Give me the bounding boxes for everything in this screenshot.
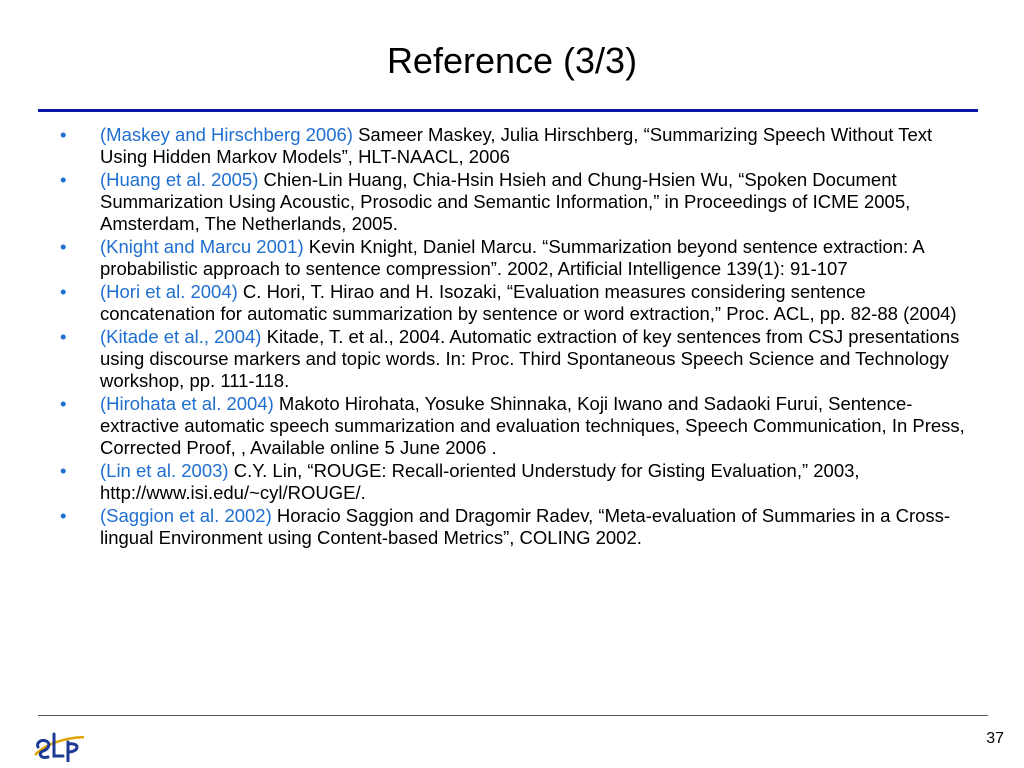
reference-item xyxy=(60,460,980,504)
reference-citation: (Lin et al. 2003) xyxy=(100,460,229,481)
reference-list xyxy=(60,124,980,550)
reference-item xyxy=(60,124,980,168)
reference-citation: (Knight and Marcu 2001) xyxy=(100,236,304,257)
bullet: • xyxy=(60,124,67,145)
reference-citation: (Saggion et al. 2002) xyxy=(100,505,272,526)
reference-text: C. Hori, T. Hirao and H. Isozaki, “Evaluation measures considering sentence concatenation for automatic summarization by sentence or word extraction,” Proc. ACL, pp. 82-88 (2004) xyxy=(100,281,957,324)
bullet: • xyxy=(60,236,67,257)
reference-item xyxy=(60,236,980,280)
reference-text: Kevin Knight, Daniel Marcu. “Summarization beyond sentence extraction: A probabilistic approach to sentence compression”. 2002, Artificial Intelligence 139(1): 91-107 xyxy=(100,236,924,279)
reference-text: Sameer Maskey, Julia Hirschberg, “Summarizing Speech Without Text Using Hidden Markov Models”, HLT-NAACL, 2006 xyxy=(100,124,933,167)
reference-item xyxy=(60,393,980,459)
reference-item xyxy=(60,281,980,325)
bullet: • xyxy=(60,460,67,481)
reference-text: Makoto Hirohata, Yosuke Shinnaka, Koji Iwano and Sadaoki Furui, Sentence-extractive automatic speech summarization and evaluation techniques, Speech Communication, In Press, Corrected Proof, , Available online 5 June 2006 . xyxy=(100,393,965,458)
reference-text: C.Y. Lin, “ROUGE: Recall-oriented Understudy for Gisting Evaluation,” 2003, http://www.isi.edu/~cyl/ROUGE/. xyxy=(100,460,860,503)
bullet: • xyxy=(60,169,67,190)
reference-item xyxy=(60,169,980,235)
reference-text: Horacio Saggion and Dragomir Radev, “Meta-evaluation of Summaries in a Cross-lingual Environment using Content-based Metrics”, COLING 2002. xyxy=(100,505,951,548)
reference-item xyxy=(60,326,980,392)
reference-citation: (Huang et al. 2005) xyxy=(100,169,259,190)
slp-logo-icon xyxy=(32,722,86,762)
slide-title: Reference (3/3) xyxy=(386,40,638,81)
reference-text: Chien-Lin Huang, Chia-Hsin Hsieh and Chung-Hsien Wu, “Spoken Document Summarization Using Acoustic, Prosodic and Semantic Information,” in Proceedings of ICME 2005, Amsterdam, The Netherlands, 2005. xyxy=(100,169,911,234)
reference-item xyxy=(60,505,980,549)
bullet: • xyxy=(60,505,67,526)
title-divider xyxy=(38,109,978,112)
bullet: • xyxy=(60,281,67,302)
reference-citation: (Kitade et al., 2004) xyxy=(100,326,262,347)
reference-citation: (Maskey and Hirschberg 2006) xyxy=(100,124,353,145)
bullet: • xyxy=(60,393,67,414)
page-number: 37 xyxy=(986,730,1004,747)
bullet: • xyxy=(60,326,67,347)
reference-text: Kitade, T. et al., 2004. Automatic extraction of key sentences from CSJ presentations using discourse markers and topic words. In: Proc. Third Spontaneous Speech Science and Technology workshop, pp. 111-118. xyxy=(100,326,960,391)
reference-citation: (Hirohata et al. 2004) xyxy=(100,393,274,414)
footer-divider xyxy=(38,715,988,716)
reference-citation: (Hori et al. 2004) xyxy=(100,281,238,302)
